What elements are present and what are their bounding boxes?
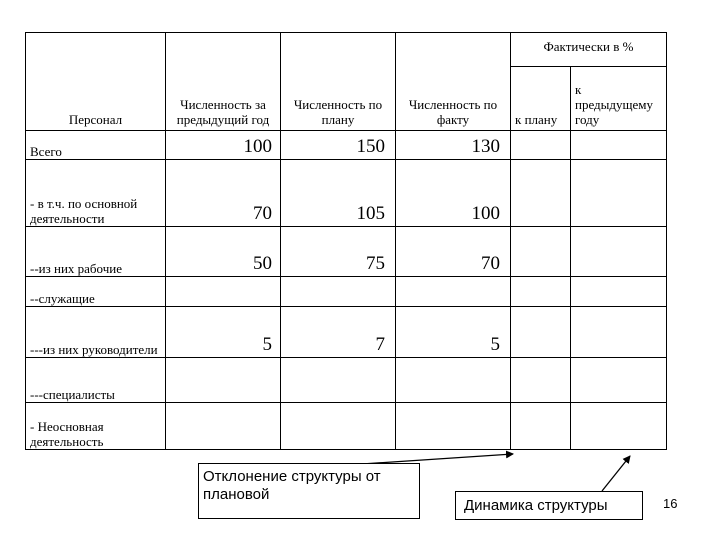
arrow-to-vs-prev-year (602, 456, 630, 491)
cell-fact: 5 (396, 307, 511, 358)
row-label: Всего (26, 131, 166, 160)
header-vs-plan: к плану (511, 67, 571, 131)
header-personnel: Персонал (26, 33, 166, 131)
cell-fact: 70 (396, 227, 511, 277)
row-label: ---специалисты (26, 358, 166, 403)
cell-prev: 100 (166, 131, 281, 160)
cell-plan: 105 (281, 160, 396, 227)
row-label: --служащие (26, 277, 166, 307)
row-label: ---из них руководители (26, 307, 166, 358)
page-number: 16 (663, 496, 678, 511)
header-prev-year: Численность за предыдущий год (166, 33, 281, 131)
structure-dynamics-callout: Динамика структуры (455, 491, 643, 520)
row-label: --из них рабочие (26, 227, 166, 277)
header-fact: Численность по факту (396, 33, 511, 131)
header-plan: Численность по плану (281, 33, 396, 131)
row-label: - в т.ч. по основной деятельности (26, 160, 166, 227)
structure-deviation-callout: Отклонение структуры от плановой (198, 463, 420, 519)
cell-plan: 7 (281, 307, 396, 358)
header-vs-prev-year: к предыдущему году (571, 67, 667, 131)
header-actual-pct: Фактически в % (511, 33, 667, 67)
row-label: - Неосновная деятельность (26, 403, 166, 450)
cell-fact: 100 (396, 160, 511, 227)
cell-prev: 5 (166, 307, 281, 358)
cell-prev: 50 (166, 227, 281, 277)
cell-plan: 75 (281, 227, 396, 277)
cell-prev: 70 (166, 160, 281, 227)
cell-plan: 150 (281, 131, 396, 160)
cell-fact: 130 (396, 131, 511, 160)
